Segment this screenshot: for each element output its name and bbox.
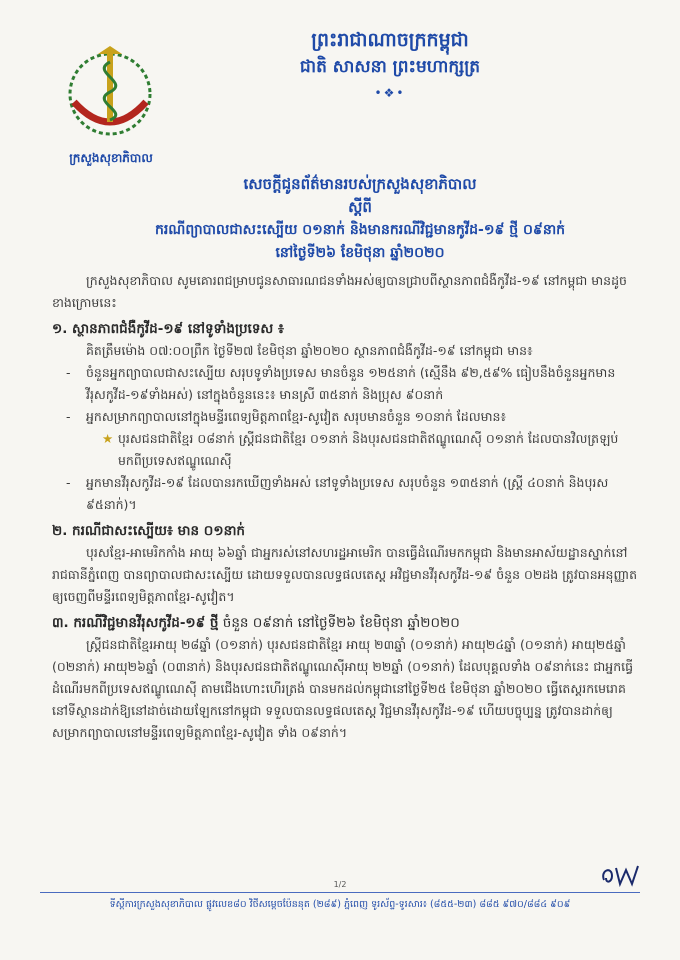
- title-line-4: នៅថ្ងៃទី២៦ ខែមិថុនា ឆ្នាំ២០២០: [275, 245, 445, 261]
- ornament: •❖•: [374, 86, 406, 100]
- signature-initials: [598, 862, 642, 888]
- title-line-1: សេចក្ដីជូនព័ត៌មានរបស់ក្រសួងសុខាភិបាល: [243, 175, 477, 193]
- bullet-total-cases: - អ្នកមានវីរុសកូវីដ-១៩ ដែលបានរកឃើញទាំងអស់ នៅទូទាំងប្រទេស សរុបចំនួន ១៣៥នាក់ (ស្ត្រី ៤០នាក់ និងបុរស ៩៥នាក់)។: [52, 472, 642, 516]
- section-3-heading-rest: ចំនួន ០៩នាក់ នៅថ្ងៃទី២៦ ខែមិថុនា ឆ្នាំ២០២០: [218, 615, 460, 631]
- bullet-hospitalized: - អ្នកសម្រាកព្យាបាលនៅក្នុងមន្ទីរពេទ្យមិត្តភាពខ្មែរ-សូវៀត សរុបមានចំនួន ១០នាក់ ដែលមាន៖: [52, 406, 642, 428]
- kingdom-line-2: ជាតិ សាសនា ព្រះមហាក្សត្រ: [299, 57, 481, 77]
- kingdom-line-1: ព្រះរាជាណាចក្រកម្ពុជា: [311, 29, 469, 51]
- star-bullet-icon: ★: [102, 431, 114, 446]
- section-3-heading-bold: ៣. ករណីវិជ្ជមានវីរុសកូវីដ-១៩ ថ្មី: [52, 615, 219, 631]
- ministry-caption: ក្រសួងសុខាភិបាល: [69, 151, 153, 165]
- section-1-intro: គិតត្រឹមម៉ោង ០៧:០០ព្រឹក ថ្ងៃទី២៧ ខែមិថុនា ឆ្នាំ២០២០ ស្ថានភាពជំងឺកូវីដ-១៩ នៅកម្ពុជា មាន៖: [86, 343, 533, 358]
- section-2-text: បុរសខ្មែរ-អាមេរិកកាំង អាយុ ៦៦ឆ្នាំ ជាអ្នករស់នៅសហរដ្ឋអាមេរិក បានធ្វើដំណើរមកកម្ពុជា និងមានអាស័យដ្ឋានស្នាក់នៅរាជធានីភ្នំពេញ បានព្យាបាលជាសះស្បើយ ដោយទទួលបានលទ្ធផលតេស្ត អវិជ្ជមានវីរុសកូវីដ-១៩ ចំនួន ០២ដង ត្រូវបានអនុញ្ញាតឲ្យចេញពីមន្ទីរពេទ្យមិត្តភាពខ្មែរ-សូវៀត។: [52, 545, 638, 604]
- section-3-heading: [52, 612, 642, 634]
- section-1-heading: ១. ស្ថានភាពជំងឺកូវីដ-១៩ នៅទូទាំងប្រទេស ៖: [52, 321, 284, 337]
- intro-paragraph: ក្រសួងសុខាភិបាល សូមគោរពជម្រាបជូនសាធារណជនទាំងអស់ឲ្យបានជ្រាបពីស្ថានភាពជំងឺកូវីដ-១៩ នៅកម្ពុជា មានដូចខាងក្រោមនេះ: [52, 273, 627, 310]
- sub-bullet-hospitalized-detail: [52, 428, 642, 472]
- page-number: 1/2: [333, 880, 347, 889]
- kingdom-heading: [200, 26, 580, 80]
- ministry-logo: [60, 42, 160, 142]
- sub-bullet-text: បុរសជនជាតិខ្មែរ ០៨នាក់ ស្ត្រីជនជាតិខ្មែរ ០១នាក់ និងបុរសជនជាតិឥណ្ឌូណេស៊ី ០១នាក់ ដែលបានវិលត្រឡប់មកពីប្រទេសឥណ្ឌូណេស៊ី: [118, 431, 619, 468]
- footer-divider: [40, 892, 640, 893]
- section-2-heading: ២. ករណីជាសះស្បើយ៖ មាន ០១នាក់: [52, 523, 245, 539]
- section-3-text: ស្ត្រីជនជាតិខ្មែរអាយុ ២៨ឆ្នាំ (០១នាក់) បុរសជនជាតិខ្មែរ អាយុ ២៣ឆ្នាំ (០១នាក់) អាយុ២៤ឆ្នាំ (០១នាក់) អាយុ២៥ឆ្នាំ (០២នាក់) អាយុ២៦ឆ្នាំ (០៣នាក់) និងបុរសជនជាតិឥណ្ឌូណេស៊ីអាយុ ២២ឆ្នាំ (០១នាក់) ដែលបុគ្គលទាំង ០៩នាក់នេះ ជាអ្នកធ្វើដំណើរមកពីប្រទេសឥណ្ឌូណេស៊ី តាមជើងហោះហើរត្រង់ បានមកដល់កម្ពុជានៅថ្ងៃទី២៥ ខែមិថុនា ឆ្នាំ២០២០ ធ្វើតេស្តរកមេរោគនៅទីស្ថានដាក់ឱ្យនៅដាច់ដោយឡែកនៅកម្ពុជា ទទួលបានលទ្ធផលតេស្ត វិជ្ជមានវីរុសកូវីដ-១៩ ហើយបច្ចុប្បន្ន ត្រូវបានដាក់ឲ្យសម្រាកព្យាបាលនៅមន្ទីរពេទ្យមិត្តភាពខ្មែរ-សូវៀត ទាំង ០៩នាក់។: [52, 637, 634, 740]
- document-body: [52, 270, 642, 744]
- footer-address: ទីស្ដីការក្រសួងសុខាភិបាល ផ្លូវលេខ៨០ វិថីសម្ដេចប៉ែននុត (២៨៩) ភ្នំពេញ ទូរស័ព្ទ-ទូរសារ៖ (៨៥៥-២៣) ៨៨៥ ៩៧០/៨៨៤ ៩០៩: [109, 899, 571, 910]
- title-line-2: ស្ដីពី: [348, 198, 372, 216]
- bullet-recovered-total: - ចំនួនអ្នកព្យាបាលជាសះស្បើយ សរុបទូទាំងប្រទេស មានចំនួន ១២៥នាក់ (ស្មើនឹង ៩២,៥៩% ធៀបនឹងចំនួនអ្នកមានវីរុសកូវីដ-១៩ទាំងអស់) នៅក្នុងចំនួននេះ៖ មានស្រី ៣៥នាក់ និងប្រុស ៩០នាក់: [52, 362, 642, 406]
- title-line-3: ករណីព្យាបាលជាសះស្បើយ ០១នាក់ និងមានករណីវិជ្ជមានកូវីដ-១៩ ថ្មី ០៩នាក់: [154, 222, 566, 238]
- press-release-title: [110, 172, 610, 264]
